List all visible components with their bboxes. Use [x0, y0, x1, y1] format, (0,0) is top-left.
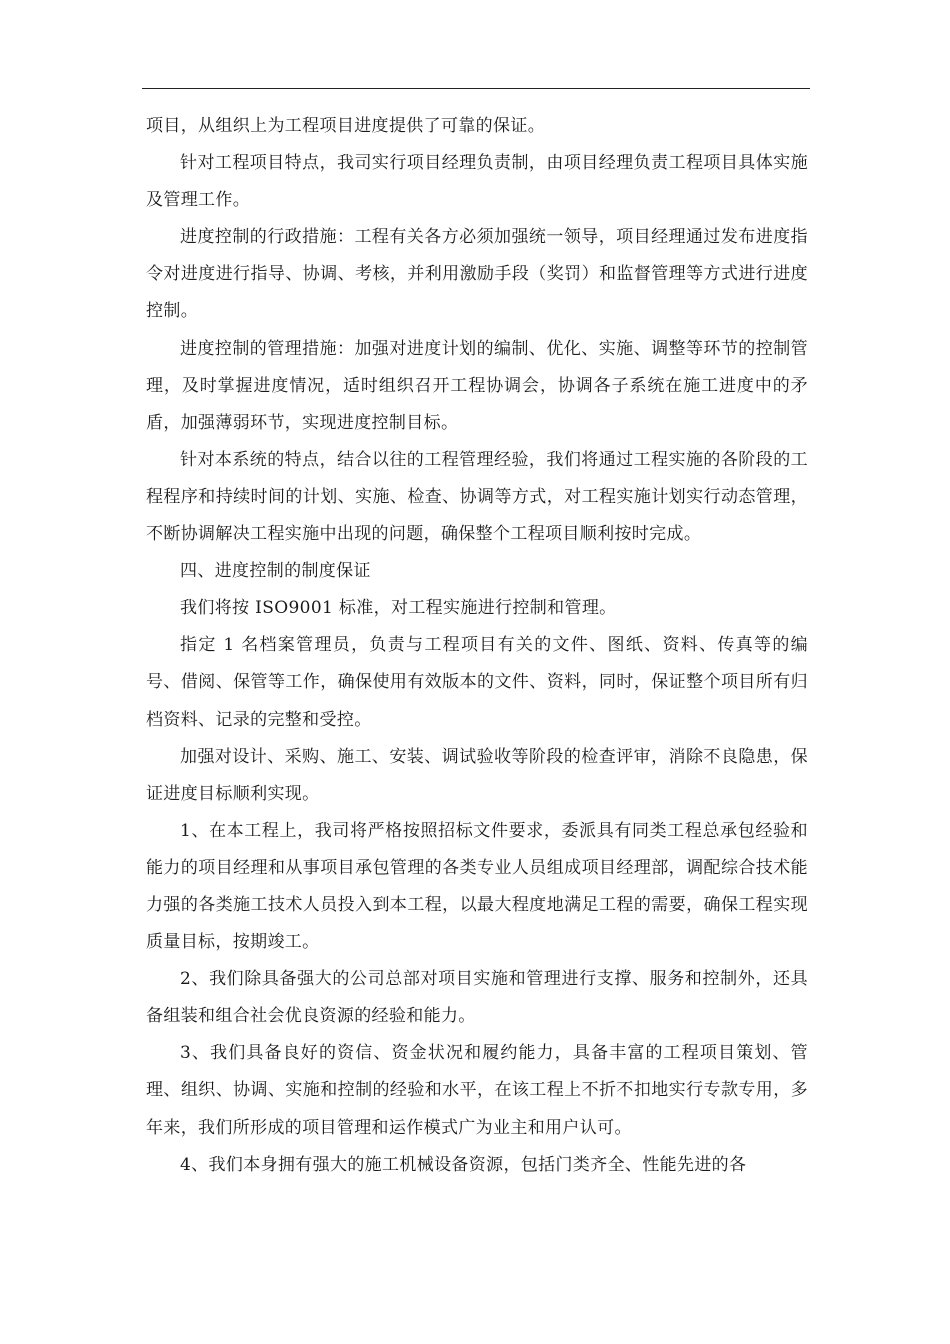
paragraph: 进度控制的管理措施：加强对进度计划的编制、优化、实施、调整等环节的控制管理，及时掌握进度情况，适时组织召开工程协调会，协调各子系统在施工进度中的矛盾，加强薄弱环节，实现进度控制目标。 [146, 338, 808, 433]
paragraph: 我们将按 ISO9001 标准，对工程实施进行控制和管理。 [180, 598, 617, 619]
paragraph: 针对本系统的特点，结合以往的工程管理经验，我们将通过工程实施的各阶段的工程程序和持续时间的计划、实施、检查、协调等方式，对工程实施计划实行动态管理，不断协调解决工程实施中出现的问题，确保整个工程项目顺利按时完成。 [146, 449, 808, 545]
list-item: 1、在本工程上，我司将严格按照招标文件要求，委派具有同类工程总承包经验和能力的项目经理和从事项目承包管理的各类专业人员组成项目经理部，调配综合技术能力强的各类施工技术人员投入到本工程，以最大程度地满足工程的需要，确保工程实现质量目标，按期竣工。 [146, 820, 808, 953]
list-item: 3、我们具备良好的资信、资金状况和履约能力，具备丰富的工程项目策划、管理、组织、协调、实施和控制的经验和水平，在该工程上不折不扣地实行专款专用，多年来，我们所形成的项目管理和运作模式广为业主和用户认可。 [146, 1043, 808, 1138]
paragraph: 指定 1 名档案管理员，负责与工程项目有关的文件、图纸、资料、传真等的编号、借阅、保管等工作，确保使用有效版本的文件、资料，同时，保证整个项目所有归档资料、记录的完整和受控。 [146, 635, 808, 730]
paragraph: 项目，从组织上为工程项目进度提供了可靠的保证。 [146, 116, 546, 136]
list-item: 4、我们本身拥有强大的施工机械设备资源，包括门类齐全、性能先进的各 [180, 1154, 747, 1175]
header-rule [142, 88, 810, 89]
section-heading: 四、进度控制的制度保证 [180, 561, 371, 582]
list-item: 2、我们除具备强大的公司总部对项目实施和管理进行支撑、服务和控制外，还具备组装和组合社会优良资源的经验和能力。 [146, 969, 808, 1027]
paragraph: 进度控制的行政措施：工程有关各方必须加强统一领导，项目经理通过发布进度指令对进度进行指导、协调、考核，并利用激励手段（奖罚）和监督管理等方式进行进度控制。 [146, 227, 808, 322]
paragraph: 加强对设计、采购、施工、安装、调试验收等阶段的检查评审，消除不良隐患，保证进度目标顺利实现。 [146, 746, 808, 804]
paragraph: 针对工程项目特点，我司实行项目经理负责制，由项目经理负责工程项目具体实施及管理工作。 [146, 153, 808, 211]
document-body [146, 108, 808, 1184]
